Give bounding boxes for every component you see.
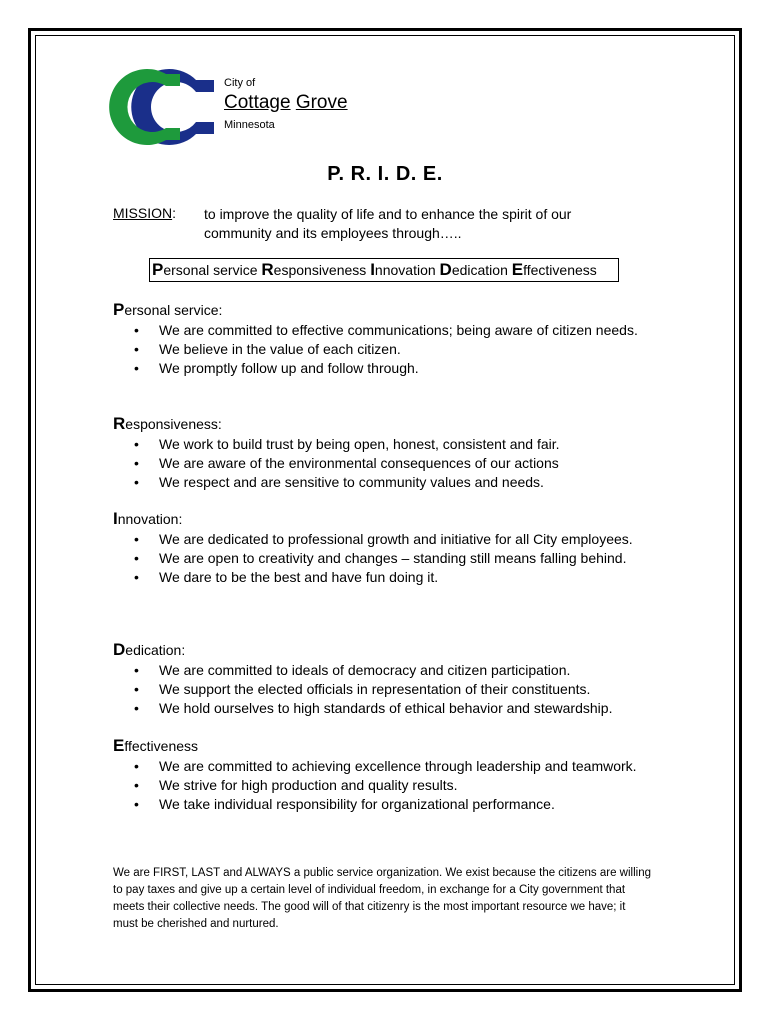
section-heading-cap: D: [113, 640, 126, 659]
pride-rest: esponsiveness: [273, 262, 371, 278]
pride-rest: ffectiveness: [523, 262, 597, 278]
list-item: [113, 435, 639, 453]
list-item-text: We promptly follow up and follow through.: [159, 360, 419, 376]
bullet-icon: •: [134, 322, 139, 338]
section-dedication: [113, 640, 673, 717]
list-item-text: We strive for high production and quality results.: [159, 777, 458, 793]
city-heading: [224, 76, 348, 132]
bullet-icon: •: [134, 474, 139, 490]
bullet-icon: •: [134, 569, 139, 585]
city-name: [224, 91, 348, 115]
pride-rest: nnovation: [374, 262, 440, 278]
list-item: [113, 549, 639, 567]
pride-rest: edication: [451, 262, 512, 278]
section-heading-cap: R: [113, 414, 126, 433]
bullet-icon: •: [134, 700, 139, 716]
list-item: [113, 661, 639, 679]
list-item-text: We are committed to effective communications; being aware of citizen needs.: [159, 322, 638, 338]
bullet-icon: •: [134, 681, 139, 697]
bullet-list: [113, 661, 673, 717]
mission-label-text: MISSION: [113, 205, 173, 221]
list-item-text: We hold ourselves to high standards of ethical behavior and stewardship.: [159, 700, 613, 716]
list-item: [113, 321, 639, 339]
bullet-icon: •: [134, 758, 139, 774]
list-item: [113, 568, 639, 586]
section-heading-rest: esponsiveness:: [125, 416, 222, 432]
bullet-list: [113, 321, 673, 377]
list-item-text: We take individual responsibility for organizational performance.: [159, 796, 555, 812]
list-item-text: We are committed to achieving excellence through leadership and teamwork.: [159, 758, 637, 774]
bullet-list: [113, 530, 673, 586]
pride-cap: P: [152, 260, 164, 279]
section-heading: [113, 300, 673, 320]
mission-label: [113, 205, 176, 221]
list-item-text: We are dedicated to professional growth and initiative for all City employees.: [159, 531, 633, 547]
section-heading-rest: ersonal service:: [124, 302, 223, 318]
list-item: [113, 699, 639, 717]
pride-cap: R: [261, 260, 274, 279]
state-label: Minnesota: [224, 119, 275, 131]
bullet-list: [113, 435, 673, 491]
section-heading: [113, 509, 673, 529]
section-heading-rest: edication:: [125, 642, 186, 658]
list-item: [113, 795, 639, 813]
pride-cap: E: [511, 260, 524, 279]
bullet-icon: •: [134, 455, 139, 471]
list-item-text: We respect and are sensitive to community values and needs.: [159, 474, 544, 490]
bullet-icon: •: [134, 796, 139, 812]
list-item-text: We believe in the value of each citizen.: [159, 341, 401, 357]
mission-label-colon: :: [172, 205, 177, 221]
city-of-label: City of: [224, 77, 256, 89]
closing-statement: We are FIRST, LAST and ALWAYS a public service organization. We exist because the citizens are willing to pay taxes and give up a certain level of individual freedom, in exchange for a City government that meets their collective needs. The good will of that citizenry is the most important resource we have; it must be cherished and nurtured.: [113, 867, 651, 930]
bullet-icon: •: [134, 341, 139, 357]
list-item-text: We dare to be the best and have fun doing it.: [159, 569, 439, 585]
list-item: [113, 530, 639, 548]
list-item: [113, 757, 639, 775]
section-heading-rest: nnovation:: [117, 511, 183, 527]
list-item: [113, 473, 639, 491]
list-item: [113, 454, 639, 472]
section-personal-service: [113, 300, 673, 377]
section-heading-rest: ffectiveness: [124, 738, 199, 754]
pride-cap: I: [370, 260, 375, 279]
list-item-text: We are open to creativity and changes – standing still means falling behind.: [159, 550, 627, 566]
section-heading-cap: E: [113, 736, 125, 755]
list-item-text: We support the elected officials in representation of their constituents.: [159, 681, 591, 697]
bullet-list: [113, 757, 673, 813]
bullet-icon: •: [134, 777, 139, 793]
bullet-icon: •: [134, 550, 139, 566]
pride-cap: D: [439, 260, 452, 279]
list-item: [113, 359, 639, 377]
section-responsiveness: [113, 414, 673, 491]
section-innovation: [113, 509, 673, 586]
bullet-icon: •: [134, 360, 139, 376]
section-heading-cap: I: [113, 509, 118, 528]
list-item-text: We work to build trust by being open, honest, consistent and fair.: [159, 436, 560, 452]
bullet-icon: •: [134, 531, 139, 547]
section-effectiveness: [113, 736, 673, 813]
section-heading: [113, 414, 673, 434]
section-heading-cap: P: [113, 300, 125, 319]
section-heading: [113, 640, 673, 660]
bullet-icon: •: [134, 436, 139, 452]
pride-rest: ersonal service: [163, 262, 262, 278]
page-title: P. R. I. D. E.: [327, 163, 443, 185]
list-item-text: We are committed to ideals of democracy and citizen participation.: [159, 662, 571, 678]
list-item: [113, 340, 639, 358]
mission-text: to improve the quality of life and to enhance the spirit of our community and its employees through…..: [204, 206, 572, 241]
list-item-text: We are aware of the environmental consequences of our actions: [159, 455, 559, 471]
city-logo-icon: [100, 66, 216, 148]
pride-acronym-box: [149, 258, 619, 282]
city-name-part-2: Grove: [295, 92, 348, 113]
list-item: [113, 680, 639, 698]
list-item: [113, 776, 639, 794]
section-heading: [113, 736, 673, 756]
city-name-part-1: Cottage: [224, 92, 291, 113]
bullet-icon: •: [134, 662, 139, 678]
